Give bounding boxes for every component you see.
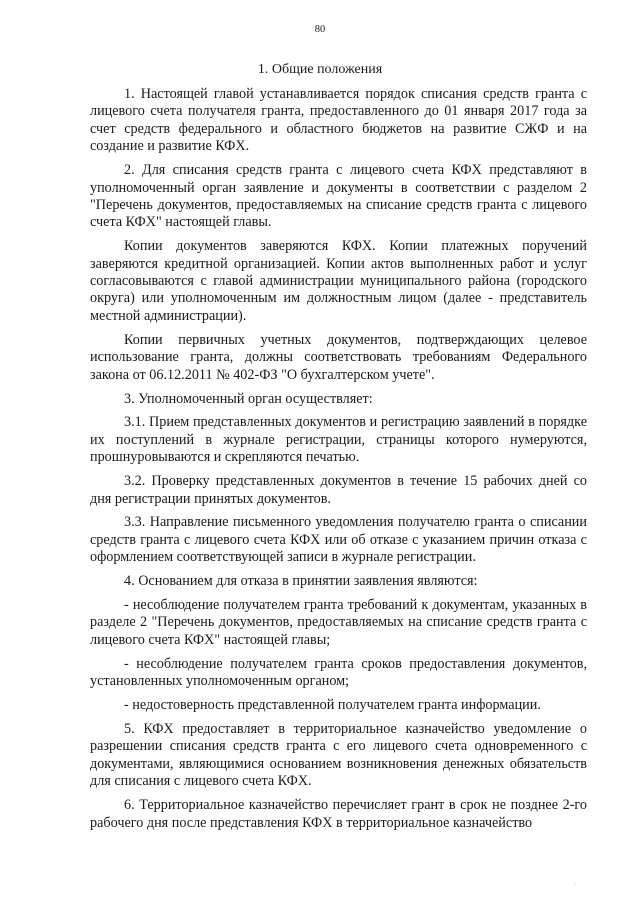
paragraph-primary-documents: Копии первичных учетных документов, подтверждающих целевое использование гранта, должны соответствовать требованиям Федерального закона от 06.12.2011 № 402-ФЗ "О бухгалтерском учете". xyxy=(90,331,587,383)
scan-speck: · xyxy=(574,880,577,889)
paragraph-1: 1. Настоящей главой устанавливается порядок списания средств гранта с лицевого счета получателя гранта, предоставленного до 01 января 2017 года за счет средств федерального и областного бюджетов на развитие СЖФ и на создание и развитие КФХ. xyxy=(90,86,587,155)
document-body xyxy=(90,86,587,838)
paragraph-3-3: 3.3. Направление письменного уведомления получателю гранта о списании средств гранта с лицевого счета КФХ или об отказе с указанием причин отказа с оформлением соответствующей записи в журнале регистрации. xyxy=(90,514,587,566)
list-item-refusal-3: - недостоверность представленной получателем гранта информации. xyxy=(124,697,541,714)
paragraph-copies-certification: Копии документов заверяются КФХ. Копии платежных поручений заверяются кредитной организацией. Копии актов выполненных работ и услуг согласовываются с главой администрации муниципального района (городского округа) или уполномоченным им должностным лицом (далее - представитель местной администрации). xyxy=(90,238,587,324)
list-item-refusal-2: - несоблюдение получателем гранта сроков предоставления документов, установленных уполномоченным органом; xyxy=(90,655,587,690)
paragraph-6: 6. Территориальное казначейство перечисляет грант в срок не позднее 2-го рабочего дня после представления КФХ в территориальное казначейство xyxy=(90,797,587,831)
paragraph-3-1: 3.1. Прием представленных документов и регистрацию заявлений в порядке их поступлений в журнале регистрации, страницы которого нумеруются, прошнуровываются и скрепляются печатью. xyxy=(90,414,587,466)
paragraph-3: 3. Уполномоченный орган осуществляет: xyxy=(124,390,373,407)
section-heading: 1. Общие положения xyxy=(257,62,383,77)
paragraph-2: 2. Для списания средств гранта с лицевого счета КФХ представляют в уполномоченный орган заявление и документы в соответствии с разделом 2 "Перечень документов, предоставляемых на списание средств гранта с лицевого счета КФХ" настоящей главы. xyxy=(90,162,587,231)
list-item-refusal-1: - несоблюдение получателем гранта требований к документам, указанных в разделе 2 "Перечень документов, предоставляемых на списание средств гранта с лицевого счета КФХ" настоящей главы; xyxy=(90,597,587,648)
paragraph-4: 4. Основанием для отказа в принятии заявления являются: xyxy=(124,573,478,590)
paragraph-5: 5. КФХ предоставляет в территориальное казначейство уведомление о разрешении списания средств гранта с его лицевого счета одновременного с документами, являющимися основанием возникновения денежных обязательств для списания с лицевого счета КФХ. xyxy=(90,721,587,790)
page-number: 80 xyxy=(314,24,326,35)
paragraph-3-2: 3.2. Проверку представленных документов в течение 15 рабочих дней со дня регистрации принятых документов. xyxy=(90,473,587,507)
